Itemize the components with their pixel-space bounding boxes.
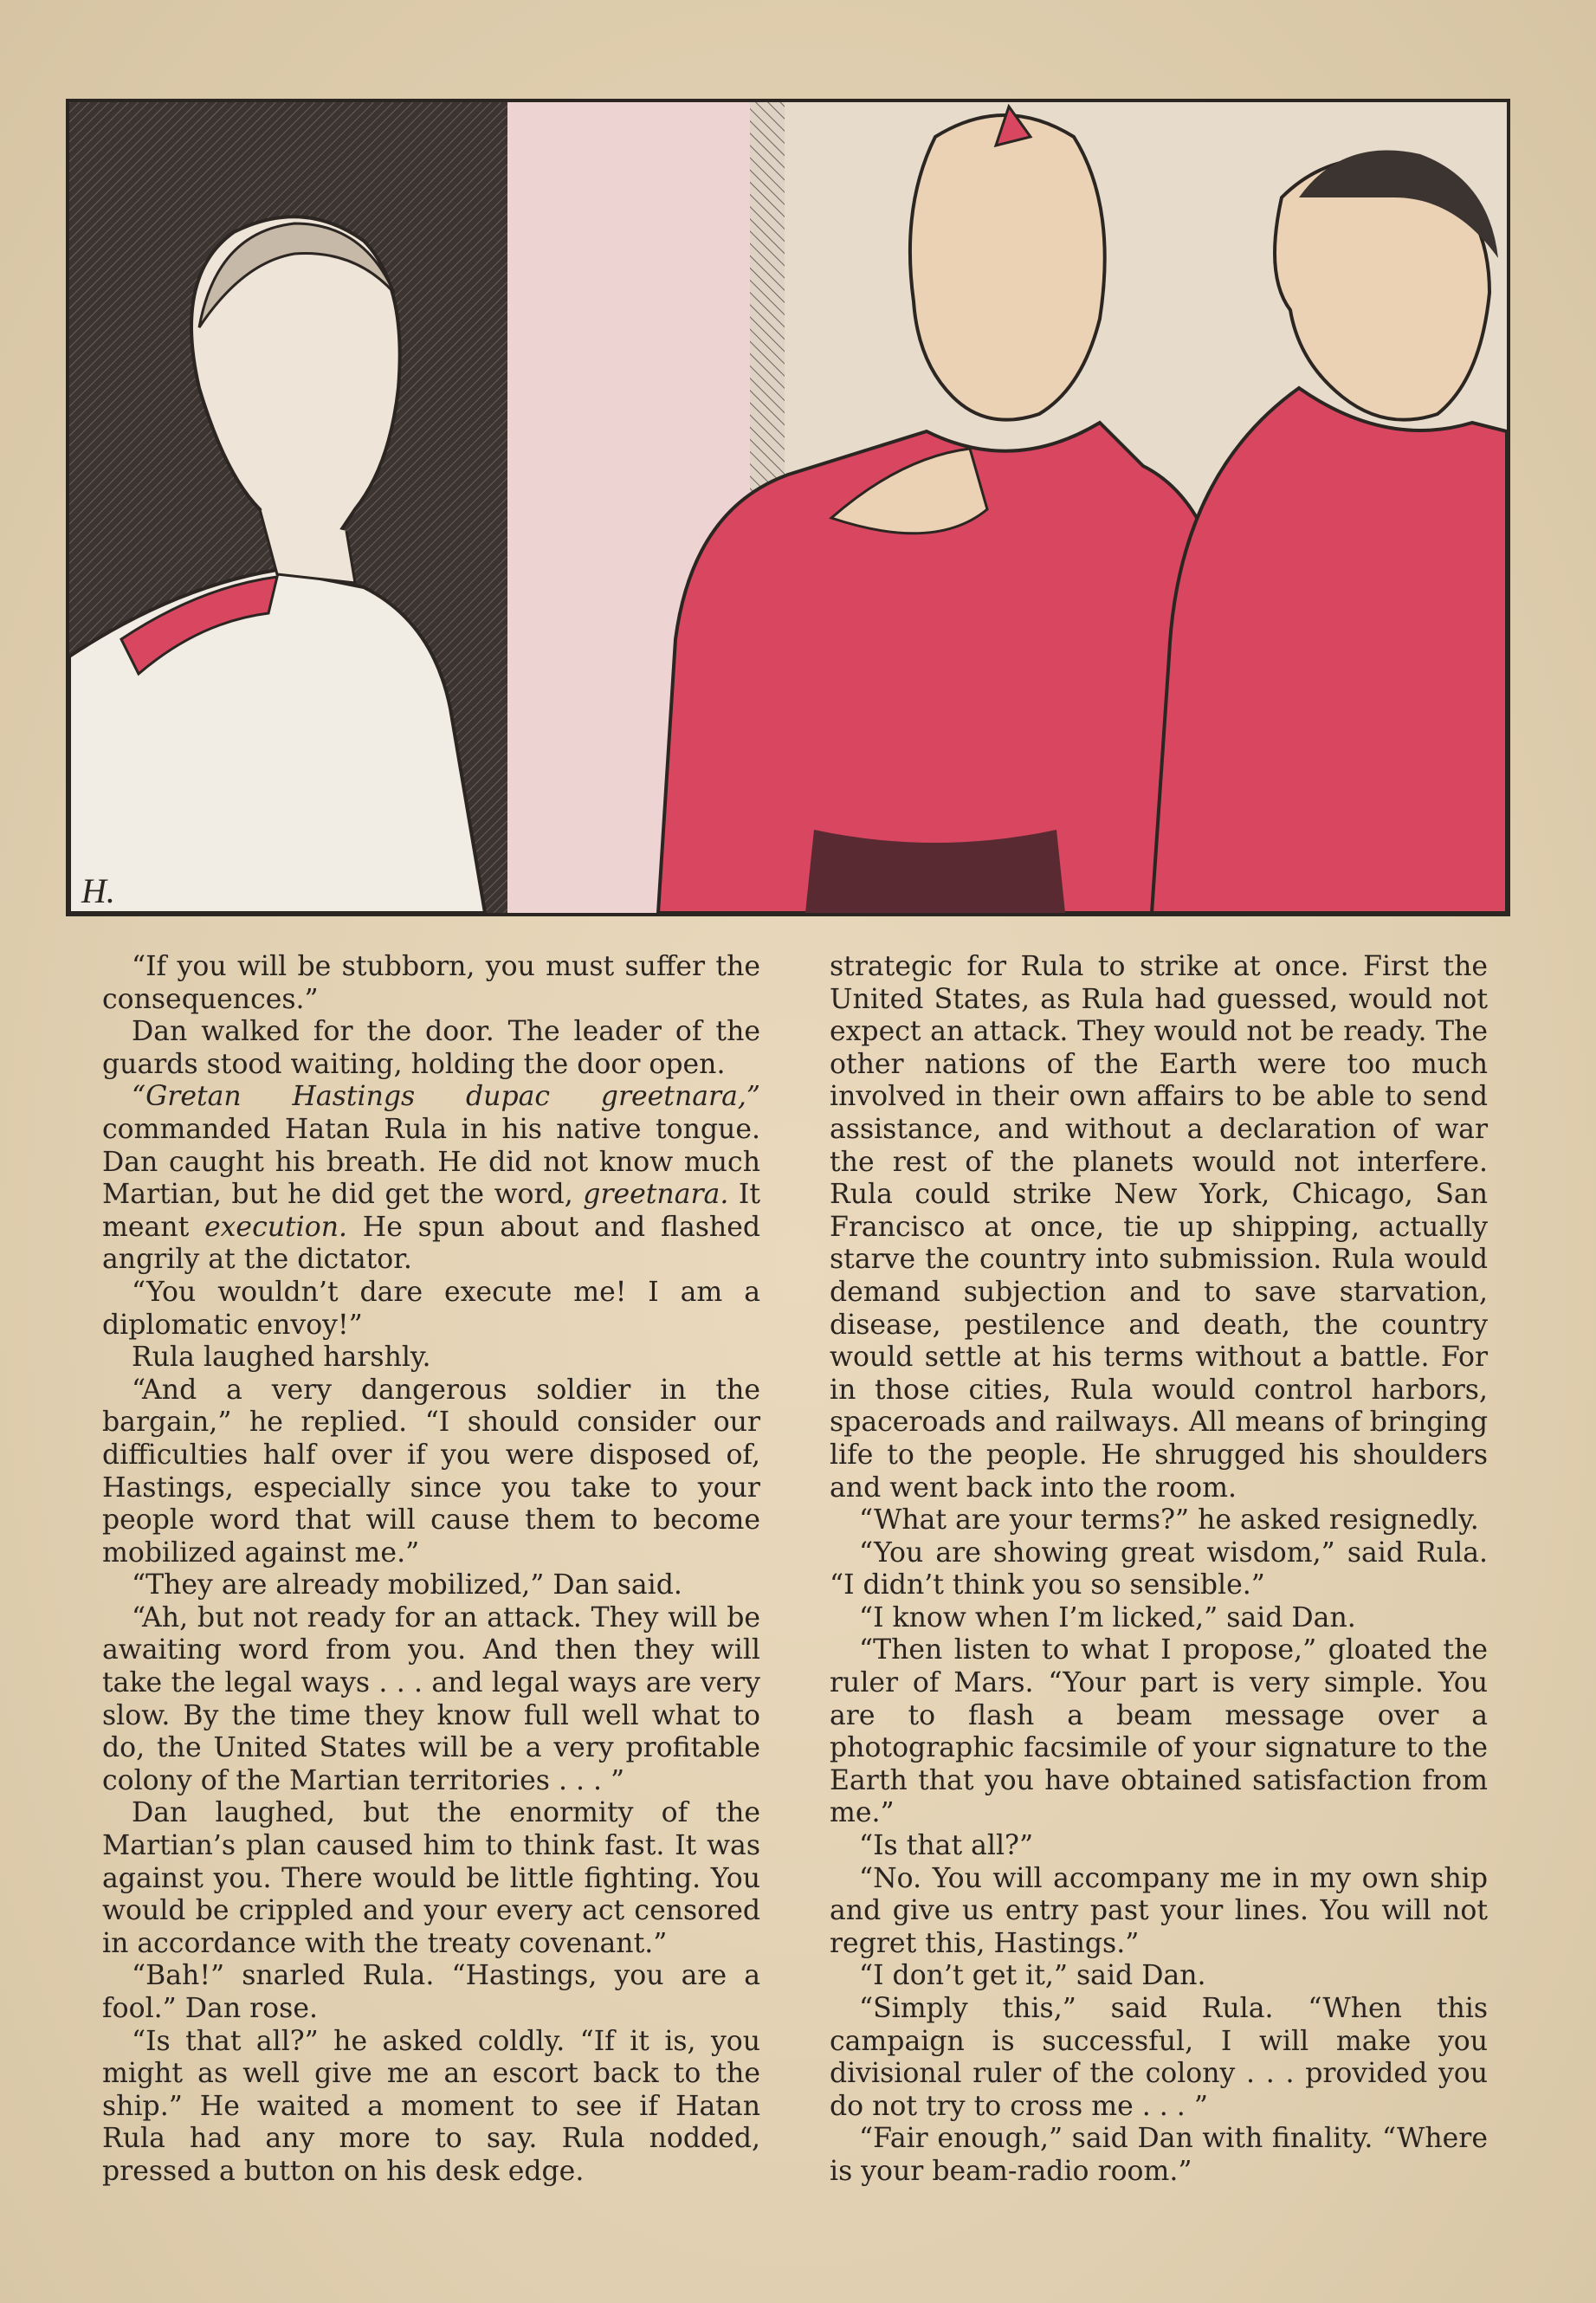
paragraph: “Ah, but not ready for an attack. They will be awaiting word from you. And then they will take the legal ways . . . and legal ways are very slow. By the time they know full well what to do, the United States will be a very profitable colony of the Martian territories . . . ” [102, 1601, 760, 1796]
paragraph: “I know when I’m licked,” said Dan. [859, 1601, 1356, 1633]
paragraph: “And a very dangerous soldier in the bargain,” he replied. “I should consider our difficulties half over if you were disposed of, Hastings, especially since you take to your people word that will cause them to become mobilized against me.” [102, 1374, 760, 1569]
paragraph: “Gretan Hastings dupac greetnara,” commanded Hatan Rula in his native tongue. Dan caught his breath. He did not know much Martian, but he did get the word, greetnara. It meant execution. He spun about and flashed angrily at the dictator. [102, 1081, 761, 1276]
paragraph: strategic for Rula to strike at once. First the United States, as Rula had guessed, would not expect an attack. They would not be ready. The other nations of the Earth were too much involved in their own affairs to be able to send assistance, and without a declaration of war the rest of the planets would not interfere. Rula could strike New York, Chicago, San Francisco at once, tie up shipping, actually starve the country into submission. Rula would demand subjection and to save starvation, disease, pestilence and death, the country would settle at his terms without a battle. For in those cities, Rula would control harbors, spaceroads and railways. All means of bringing life to the people. He shrugged his shoulders and went back into the room. [830, 951, 1488, 1504]
panel-artwork [69, 102, 1507, 913]
paragraph: “I don’t get it,” said Dan. [859, 1960, 1206, 1992]
paragraph: “If you will be stubborn, you must suffer the consequences.” [102, 951, 760, 1015]
paragraph: “Then listen to what I propose,” gloated the ruler of Mars. “Your part is very simple. You are to flash a beam message over a photographic facsimile of your signature to the Earth that you have obtained satisfaction from me.” [830, 1634, 1488, 1829]
paragraph: “You wouldn’t dare execute me! I am a diplomatic envoy!” [102, 1276, 760, 1341]
paragraph: “What are your terms?” he asked resignedly. [859, 1504, 1479, 1536]
paragraph: “Bah!” snarled Rula. “Hastings, you are a fool.” Dan rose. [102, 1960, 760, 2024]
story-text [102, 951, 1488, 2189]
paragraph: Rula laughed harshly. [132, 1342, 431, 1374]
paragraph: Dan walked for the door. The leader of the guards stood waiting, holding the door open. [102, 1016, 760, 1080]
artist-signature: H. [81, 871, 115, 910]
paragraph: “Is that all?” he asked coldly. “If it is, you might as well give me an escort back to the ship.” He waited a moment to see if Hatan Rula had any more to say. Rula nodded, pressed a button on his desk edge. [102, 2025, 760, 2187]
paragraph: “Fair enough,” said Dan with finality. “Where is your beam-radio room.” [830, 2123, 1488, 2187]
paragraph: “You are showing great wisdom,” said Rula. “I didn’t think you so sensible.” [830, 1536, 1488, 1601]
paragraph: Dan laughed, but the enormity of the Martian’s plan caused him to think fast. It was against you. There would be little fighting. You would be crippled and your every act censored in accordance with the treaty covenant.” [102, 1797, 760, 1959]
paragraph: “Simply this,” said Rula. “When this campaign is successful, I will make you divisional ruler of the colony . . . provided you do not try to cross me . . . ” [830, 1993, 1488, 2122]
paragraph: “Is that all?” [859, 1830, 1034, 1862]
paragraph: “No. You will accompany me in my own ship and give us entry past your lines. You will not regret this, Hastings.” [830, 1862, 1488, 1959]
martian-phrase: “Gretan Hastings dupac greetnara,” [132, 1081, 760, 1113]
comic-panel [66, 99, 1510, 916]
left-column [102, 951, 760, 2189]
right-column [830, 951, 1488, 2189]
paragraph: “They are already mobilized,” Dan said. [132, 1569, 682, 1601]
